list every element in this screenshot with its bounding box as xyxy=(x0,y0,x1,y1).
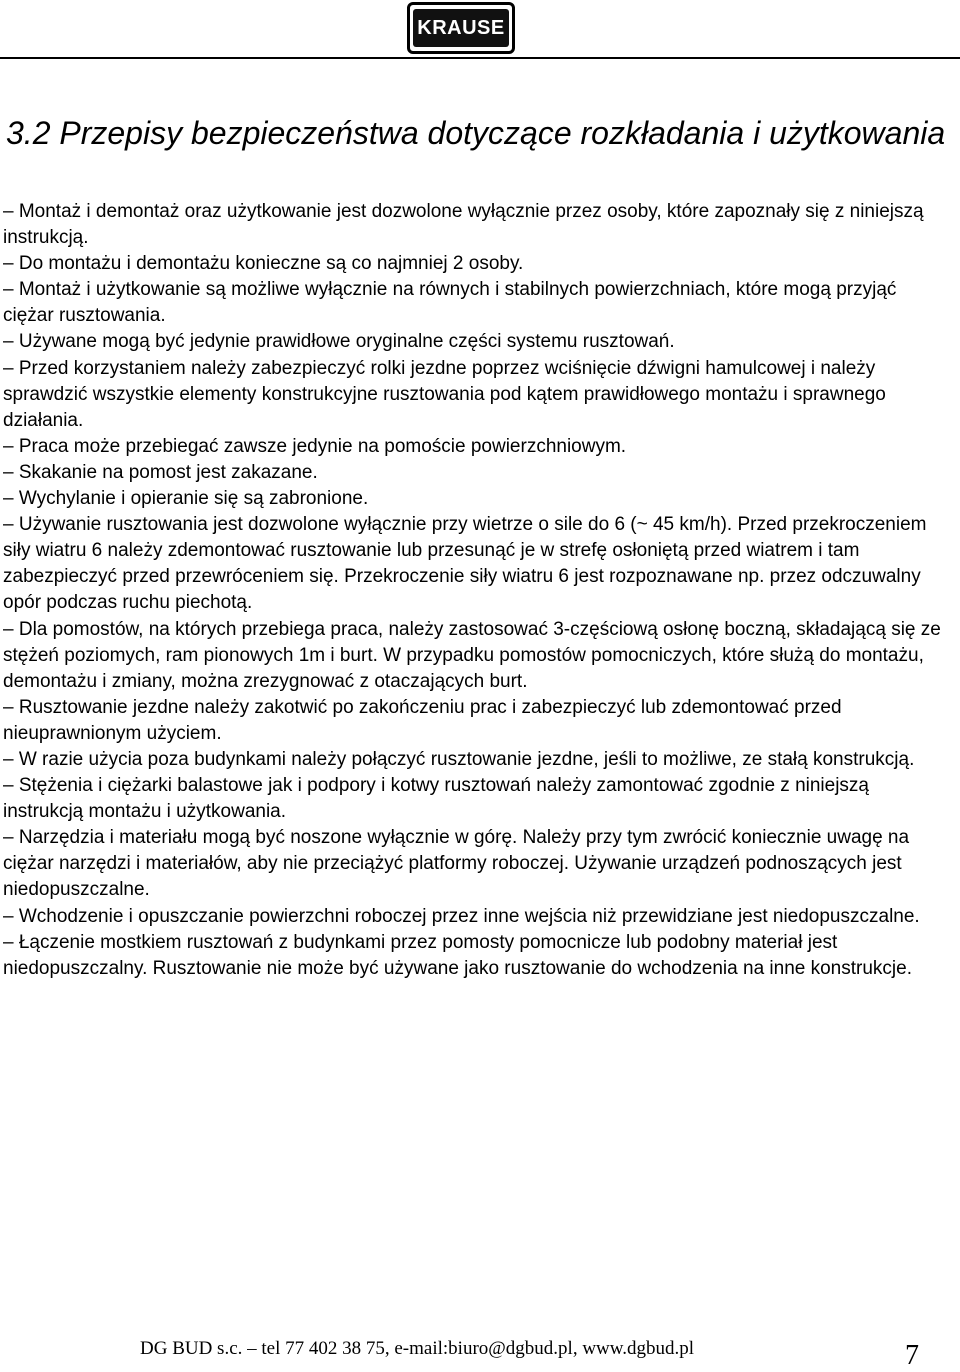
rule-paragraph: – Przed korzystaniem należy zabezpieczyć rolki jezdne poprzez wciśnięcie dźwigni hamulcowej i należy sprawdzić wszystkie elementy konstrukcyjne rusztowania pod kątem prawidłowego montażu i sprawnego działania. xyxy=(3,357,886,431)
rule-paragraph: – Praca może przebiegać zawsze jedynie na pomoście powierzchniowym. xyxy=(3,435,627,457)
krause-logo xyxy=(407,2,515,54)
rule-paragraph: – Do montażu i demontażu konieczne są co najmniej 2 osoby. xyxy=(3,253,524,275)
rule-paragraph: – Łączenie mostkiem rusztowań z budynkami przez pomosty pomocnicze lub podobny materiał jest niedopuszczalny. Rusztowanie nie może być używane jako rusztowanie do wchodzenia na inne konstrukcje. xyxy=(3,931,912,979)
rule-paragraph: – Narzędzia i materiału mogą być noszone wyłącznie w górę. Należy przy tym zwrócić koniecznie uwagę na ciężar narzędzi i materiałów, aby nie przeciążyć platformy roboczej. Używanie urządzeń podnoszących jest niedopuszczalne. xyxy=(3,827,910,901)
rule-paragraph: – Stężenia i ciężarki balastowe jak i podpory i kotwy rusztowań należy zamontować zgodnie z niniejszą instrukcją montażu i użytkowania. xyxy=(3,775,869,823)
rule-paragraph: – Rusztowanie jezdne należy zakotwić po zakończeniu prac i zabezpieczyć lub zdemontować przed nieuprawnionym użyciem. xyxy=(3,696,842,744)
rule-paragraph: – Dla pomostów, na których przebiega praca, należy zastosować 3-częściową osłonę boczną, składającą się ze stężeń poziomych, ram pionowych 1m i burt. W przypadku pomostów pomocniczych, które służą do montażu, demontażu i zmiany, można zrezygnować z otaczających burt. xyxy=(3,618,941,692)
logo-badge xyxy=(413,9,509,47)
rule-paragraph: – Montaż i użytkowanie są możliwe wyłącznie na równych i stabilnych powierzchniach, które mogą przyjąć ciężar rusztowania. xyxy=(3,279,897,327)
footer-contact: DG BUD s.c. – tel 77 402 38 75, e-mail:biuro@dgbud.pl, www.dgbud.pl xyxy=(140,1338,695,1359)
header-divider xyxy=(0,57,960,59)
rule-paragraph: – Wychylanie i opieranie się są zabronione. xyxy=(3,488,369,510)
safety-rules xyxy=(3,199,948,982)
rule-paragraph: – W razie użycia poza budynkami należy połączyć rusztowanie jezdne, jeśli to możliwe, ze stałą konstrukcją. xyxy=(3,748,915,770)
logo-text: KRAUSE xyxy=(417,16,505,39)
rule-paragraph: – Używanie rusztowania jest dozwolone wyłącznie przy wietrze o sile do 6 (~ 45 km/h). Przed przekroczeniem siły wiatru 6 należy zdemontować rusztowanie lub przesunąć je w strefę osłoniętą przed wiatrem i tam zabezpieczyć przed przewróceniem się. Przekroczenie siły wiatru 6 jest rozpoznawane np. przez odczuwalny opór podczas ruchu piechotą. xyxy=(3,514,927,614)
section-title: 3.2 Przepisy bezpieczeństwa dotyczące rozkładania i użytkowania xyxy=(6,115,946,151)
rule-paragraph: – Montaż i demontaż oraz użytkowanie jest dozwolone wyłącznie przez osoby, które zapoznały się z niniejszą instrukcją. xyxy=(3,201,924,249)
rule-paragraph: – Skakanie na pomost jest zakazane. xyxy=(3,461,318,483)
page-number: 7 xyxy=(905,1340,919,1371)
rule-paragraph: – Używane mogą być jedynie prawidłowe oryginalne części systemu rusztowań. xyxy=(3,331,675,353)
rule-paragraph: – Wchodzenie i opuszczanie powierzchni roboczej przez inne wejścia niż przewidziane jest niedopuszczalne. xyxy=(3,905,920,927)
